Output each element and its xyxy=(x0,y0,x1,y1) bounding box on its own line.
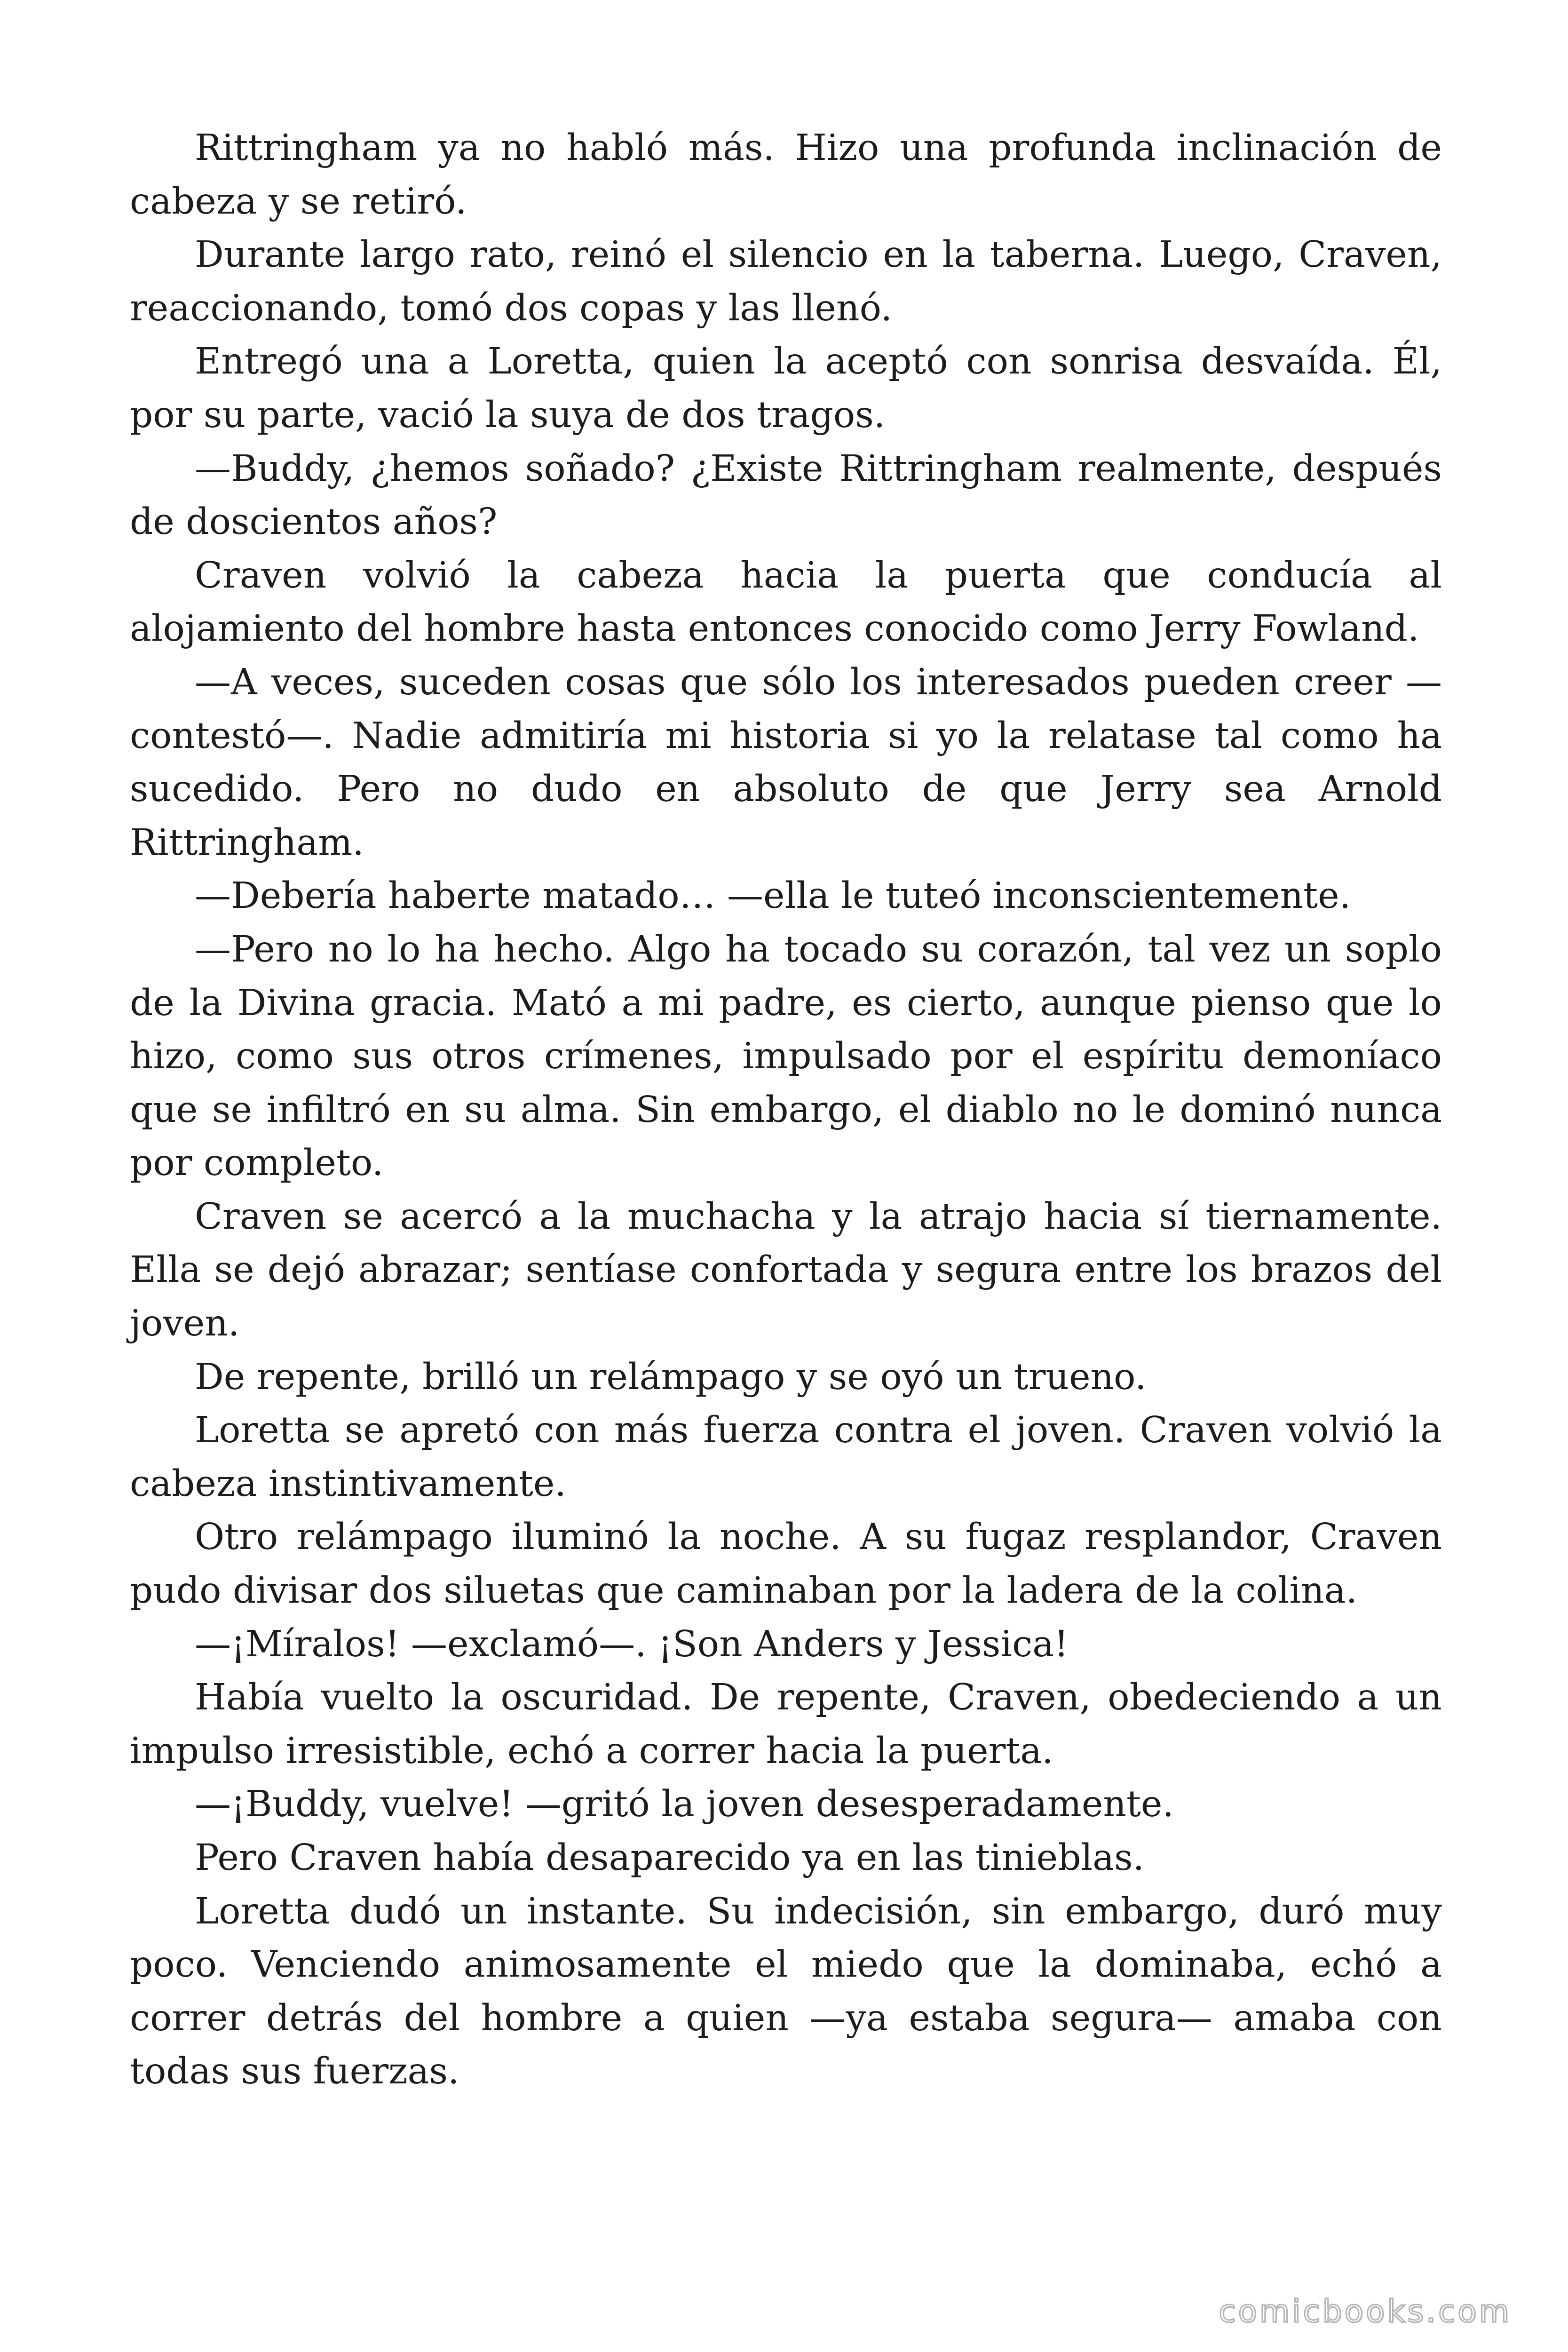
paragraph: Loretta dudó un instante. Su indecisión, sin embargo, duró muy poco. Venciendo animosamente el miedo que la dominaba, echó a correr detrás del hombre a quien —ya estaba segura— amaba con todas sus fuerzas. xyxy=(130,1890,1442,2093)
paragraph: —¡Míralos! —exclamó—. ¡Son Anders y Jessica! xyxy=(195,1623,1069,1665)
paragraph: —Buddy, ¿hemos soñado? ¿Existe Rittringham realmente, después de doscientos años? xyxy=(130,447,1442,543)
paragraph: De repente, brilló un relámpago y se oyó un trueno. xyxy=(195,1356,1147,1398)
paragraph: —Debería haberte matado… —ella le tuteó inconscientemente. xyxy=(195,875,1351,917)
paragraph: Craven se acercó a la muchacha y la atrajo hacia sí tiernamente. Ella se dejó abrazar; sentíase confortada y segura entre los brazos del joven. xyxy=(130,1195,1442,1345)
watermark: comicbooks.com xyxy=(1219,2293,1512,2329)
paragraph: Rittringham ya no habló más. Hizo una profunda inclinación de cabeza y se retiró. xyxy=(130,127,1442,222)
paragraph: Entregó una a Loretta, quien la aceptó con sonrisa desvaída. Él, por su parte, vació la suya de dos tragos. xyxy=(130,341,1442,436)
paragraph: Craven volvió la cabeza hacia la puerta que conducía al alojamiento del hombre hasta entonces conocido como Jerry Fowland. xyxy=(130,554,1442,650)
paragraph: Otro relámpago iluminó la noche. A su fugaz resplandor, Craven pudo divisar dos siluetas que caminaban por la ladera de la colina. xyxy=(130,1516,1442,1612)
paragraph: Pero Craven había desaparecido ya en las tinieblas. xyxy=(195,1837,1145,1879)
paragraph: —Pero no lo ha hecho. Algo ha tocado su corazón, tal vez un soplo de la Divina gracia. Mató a mi padre, es cierto, aunque pienso que lo hizo, como sus otros crímenes, impulsado por el espíritu demoníaco que se infiltró en su alma. Sin embargo, el diablo no le dominó nunca por completo. xyxy=(130,928,1442,1184)
paragraph: Había vuelto la oscuridad. De repente, Craven, obedeciendo a un impulso irresistible, echó a correr hacia la puerta. xyxy=(130,1677,1442,1772)
page-text xyxy=(130,121,1442,2098)
paragraph: —A veces, suceden cosas que sólo los interesados pueden creer —contestó—. Nadie admitiría mi historia si yo la relatase tal como ha sucedido. Pero no dudo en absoluto de que Jerry sea Arnold Rittringham. xyxy=(130,661,1442,864)
paragraph: —¡Buddy, vuelve! —gritó la joven desesperadamente. xyxy=(195,1783,1174,1826)
paragraph: Loretta se apretó con más fuerza contra el joven. Craven volvió la cabeza instintivamente. xyxy=(130,1409,1442,1505)
paragraph: Durante largo rato, reinó el silencio en la taberna. Luego, Craven, reaccionando, tomó dos copas y las llenó. xyxy=(130,234,1442,329)
